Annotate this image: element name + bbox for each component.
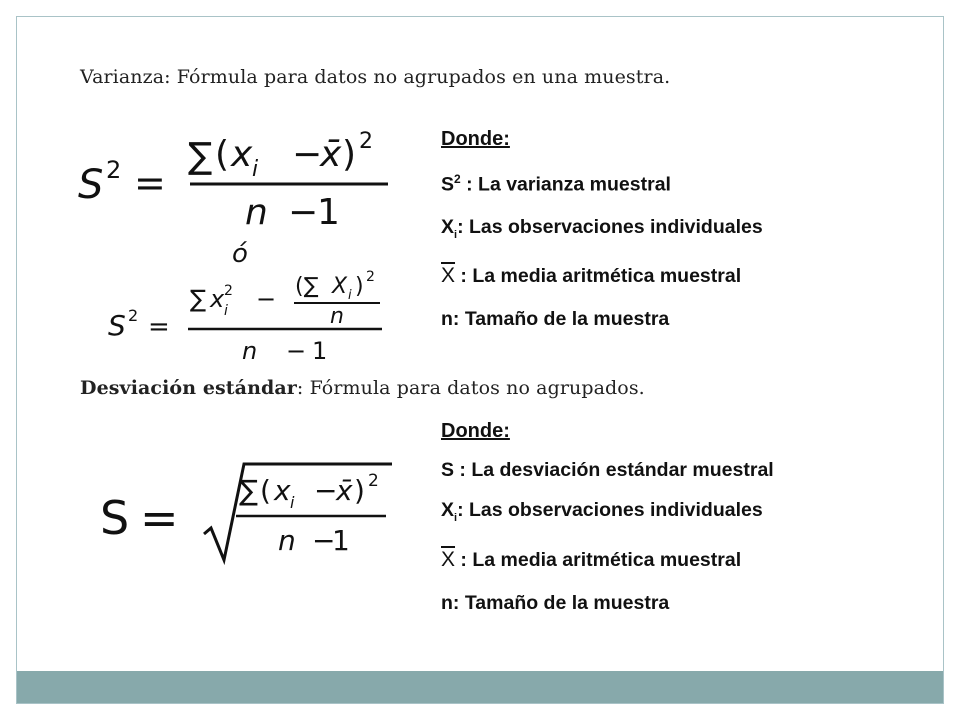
stddev-title-rest: : Fórmula para datos no agrupados. <box>296 377 645 399</box>
def-sd-xi-sub: i <box>454 511 458 524</box>
def-s2-sup: 2 <box>454 172 461 186</box>
sd-equals: = <box>140 491 179 545</box>
sd-close-paren: ) <box>354 474 365 507</box>
sd-xi-sub: i <box>290 493 295 512</box>
def-n-text: n: Tamaño de la muestra <box>441 308 670 331</box>
variance-title-text: Varianza: Fórmula para datos no agrupados en una muestra. <box>80 66 671 88</box>
f2-x: x <box>210 285 225 313</box>
def-sd-n <box>441 588 861 619</box>
f1-den-minus: − <box>288 192 319 233</box>
f2-den-n: n <box>242 337 258 365</box>
f1-open-paren: ( <box>215 134 230 175</box>
f2-X: X <box>332 274 348 299</box>
stddev-formula <box>96 452 406 572</box>
f1-sum: ∑ <box>188 136 213 177</box>
f2-x-sup: 2 <box>224 283 233 299</box>
def-xbar-text: : La media aritmética muestral <box>455 265 742 288</box>
f2-equals: = <box>148 312 170 342</box>
sd-den-one: 1 <box>332 524 350 557</box>
def-xbar <box>441 260 861 292</box>
sd-num-sup: 2 <box>368 471 379 491</box>
variance-title <box>80 66 670 88</box>
def-s2 <box>441 164 861 201</box>
or-text: ó <box>232 239 248 269</box>
f1-xi-sub: i <box>252 157 259 182</box>
f2-lhs: S <box>108 309 126 342</box>
f2-den-one: 1 <box>312 337 328 365</box>
variance-definitions-heading: Donde: <box>441 128 510 150</box>
def-xi-symbol: X <box>441 215 455 238</box>
def-xi-text: : Las observaciones individuales <box>457 215 763 238</box>
f1-xbar: x̄ <box>320 134 342 175</box>
variance-formula-2 <box>104 265 394 369</box>
def-sd-xi <box>441 496 861 532</box>
stddev-definitions-heading: Donde: <box>441 420 510 442</box>
def-n <box>441 304 861 335</box>
def-xi <box>441 213 861 249</box>
def-sd-xbar-symbol: $\overline{X}$ <box>441 547 456 571</box>
sd-den-minus: − <box>312 524 336 557</box>
sd-xi: x <box>274 474 291 507</box>
def-sd-xi-symbol: X <box>441 499 455 521</box>
sd-minus: − <box>314 474 338 507</box>
def-sd-n-text: n: Tamaño de la muestra <box>441 591 670 614</box>
f1-close-paren: ) <box>342 134 357 175</box>
def-s <box>441 456 861 484</box>
def-s-text: S : La desviación estándar muestral <box>441 459 774 481</box>
f2-inner-sup: 2 <box>366 269 375 285</box>
bottom-bar <box>17 671 943 703</box>
f2-inner-paren: (∑ <box>295 274 319 299</box>
variance-definitions <box>441 124 861 335</box>
f1-den-n: n <box>245 192 268 233</box>
def-xi-sub: i <box>454 228 458 241</box>
stddev-title <box>80 377 645 399</box>
sd-xbar: x̄ <box>336 474 353 507</box>
f1-minus: − <box>292 134 323 175</box>
f2-inner-den: n <box>330 304 344 329</box>
variance-formula-1 <box>70 120 410 240</box>
f2-minus: − <box>256 285 277 313</box>
f2-sum: ∑ <box>190 285 207 313</box>
sd-den-n: n <box>278 524 296 557</box>
def-sd-xbar <box>441 544 861 576</box>
sd-sum: ∑ <box>239 474 258 507</box>
f2-inner-close: ) <box>355 274 364 299</box>
def-sd-xbar-text: : La media aritmética muestral <box>455 548 742 571</box>
stddev-title-bold: Desviación estándar <box>80 377 297 399</box>
sd-lhs: S <box>100 491 130 545</box>
f1-lhs-sup: 2 <box>106 156 122 184</box>
f1-den-one: 1 <box>317 192 340 233</box>
sd-open-paren: ( <box>260 474 271 507</box>
f2-lhs-sup: 2 <box>128 306 139 325</box>
def-xbar-symbol: $\overline{X}$ <box>441 264 456 288</box>
f1-equals: = <box>134 161 166 205</box>
def-s2-symbol: S <box>441 173 455 196</box>
def-sd-xi-text: : Las observaciones individuales <box>457 499 763 521</box>
f2-den-minus: − <box>286 337 307 365</box>
f1-num-sup: 2 <box>359 129 373 154</box>
f1-lhs: S <box>78 162 104 208</box>
def-s2-text: : La varianza muestral <box>460 173 671 196</box>
stddev-definitions <box>441 416 861 619</box>
f2-x-sub: i <box>224 303 228 319</box>
f1-xi: x <box>231 134 253 175</box>
f2-X-sub: i <box>348 288 352 303</box>
